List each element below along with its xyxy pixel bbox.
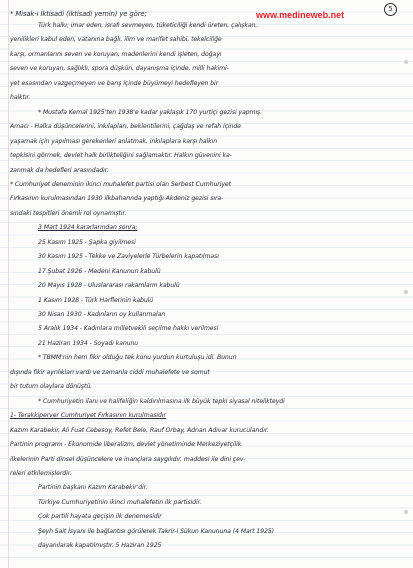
text-line: 25 Kasım 1925 - Şapka giyilmesi <box>38 238 136 246</box>
text-line: sındaki tespitleri önemli rol oynamıştır. <box>10 209 127 217</box>
text-line: tepkisini görmek, devlet halk birlikteliğini sağlamaktır. Halkın güvenini ka- <box>10 152 232 160</box>
text-line: seven ve koruyan, sağlıklı, spora düşkün, dayanışma içinde, milli hakimi- <box>10 65 229 73</box>
text-line: Türk halkı; imar eden, israfı sevmeyen, tüketiciliği kendi üreten, çalışkan, <box>38 22 258 29</box>
text-line: dışında fikir ayrılıkları vardı ve zamanla ciddi muhalefete ve somut <box>10 368 210 376</box>
text-line: Fırkasının kurulmasından 1930 ilkbaharında yaptığı Akdeniz gezisi sıra- <box>10 195 224 203</box>
text-line: halktır. <box>10 94 31 102</box>
text-line: bir tutum olaylara dönüştü. <box>10 383 93 391</box>
text-line: Partinin başkanı Kazım Karabekir'dir. <box>38 484 148 492</box>
page-title: * Misak-ı İktisadi (iktisadi yemin) ye göre; <box>10 10 147 18</box>
text-line: yet esasından vazgeçmeyen ve barış içinde büyümeyi hedefleyen bir <box>10 79 219 87</box>
text-line: 3 Mart 1924 kararlarından sonra; <box>38 224 138 232</box>
text-line: 5 Aralık 1934 - Kadınlara milletvekili seçilme hakkı verilmesi <box>38 325 219 333</box>
text-line: * Cumhuriyet deneminin ikinci muhalefet partisi olan Serbest Cumhuriyet <box>10 180 231 188</box>
text-line: releri etkilemişlerdir. <box>10 469 72 477</box>
text-line: 21 Haziran 1934 - Soyadı kanunu <box>38 339 139 347</box>
text-line: 1 Kasım 1928 - Türk Harflerinin kabulü <box>38 296 154 304</box>
text-line: 1- Terakkiperver Cumhuriyet Fırkasının kurulmasıdır <box>10 412 166 420</box>
text-line: Amacı - Halka düşüncelerini, inkılapları, beklentilerini, çağdaş ve refah içinde <box>10 123 241 131</box>
text-line: dayanılarak kapatılmıştır. 5 Haziran 1925 <box>38 542 162 550</box>
text-line: 30 Nisan 1930 - Kadınların oy kullanmaları <box>38 311 166 318</box>
text-line: yaşamak için yapılması gerekenleri anlatmak, inkılaplara karşı halkın <box>10 137 218 145</box>
text-line: Türkiye Cumhuriyetinin ikinci muhalefetin ilk partisidir. <box>38 498 202 506</box>
text-line: 30 Kasım 1925 - Tekke ve Zaviyelerle Türbelerin kapatılması <box>38 253 219 261</box>
text-line: Kazım Karabekir, Ali Fuat Cebesoy, Refet Bele, Rauf Orbay, Adnan Adıvar kurucularıdır. <box>10 426 269 434</box>
text-line: 17 Şubat 1926 - Medeni Kanunun kabulü <box>38 267 161 275</box>
text-line: * Cumhuriyetin ilanı ve halifeliğin kaldırılmasına ilk büyük tepki siyasal nitelikteydi <box>38 397 285 405</box>
text-line: ilkelerinin Parti dinsel düşüncelere ve inançlara saygılıdır, maddesi ile dini çev- <box>10 455 246 463</box>
text-line: Şeyh Sait İsyanı ile bağlantısı görülerek Takrir-i Sükun Kanununa (4 Mart 1925) <box>38 527 274 535</box>
text-line: Partinin programı - Ekonomide liberalizm, devlet yönetiminde Merkeziyetçilik <box>10 441 242 449</box>
margin-line <box>8 0 9 568</box>
text-line: * TBMM'nin hem fikir olduğu tek konu yurdun kurtuluşu idi. Bunun <box>38 354 237 362</box>
website-watermark: www.medineweb.net <box>256 10 345 20</box>
text-line: yenilikleri kabul eden, vatanına bağlı, ilim ve marifet sahibi, tekelciliğe <box>10 36 222 44</box>
text-line: Çok partili hayata geçişin ilk denemesidir <box>38 513 162 521</box>
page-number: 5 <box>384 3 397 16</box>
text-line: * Mustafa Kemal 1925'ten 1938'e kadar yaklaşık 170 yurtiçi gezisi yapmış. <box>38 108 263 116</box>
text-line: zanmak da hedefleri arasındadır. <box>10 166 109 174</box>
text-line: 20 Mayıs 1928 - Uluslararası rakamların kabulü <box>38 282 180 290</box>
text-line: karşı, ormanlarını seven ve koruyan, madenlerini kendi işleten, doğayı <box>10 50 222 58</box>
